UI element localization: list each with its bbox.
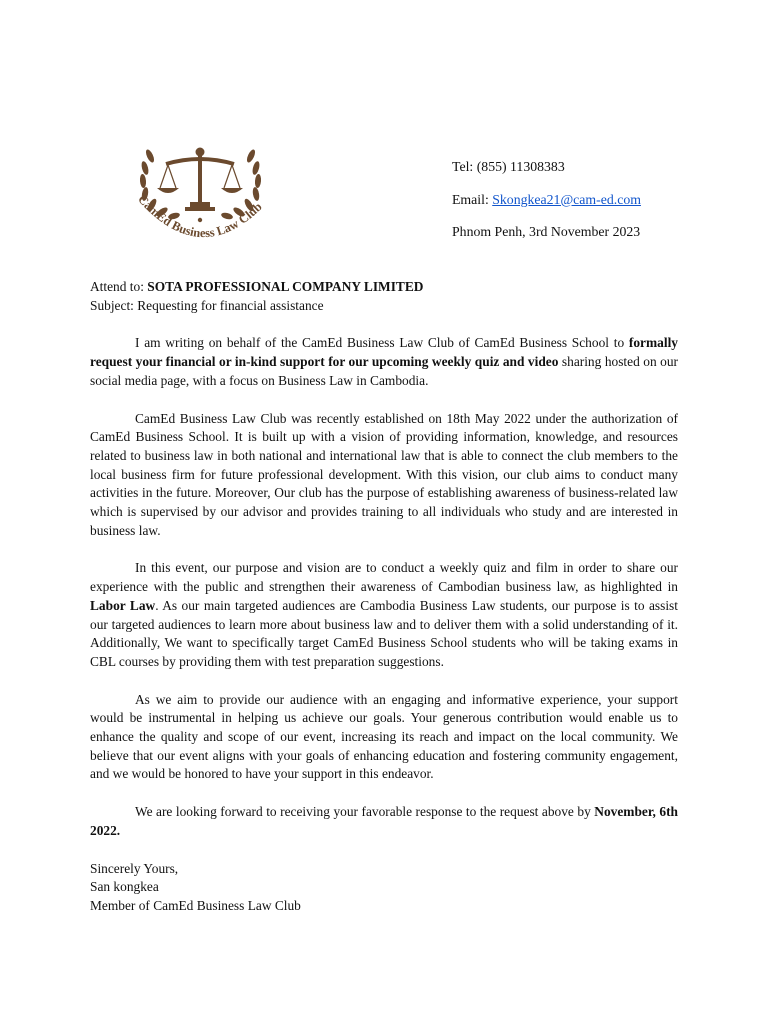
logo-text xyxy=(128,136,273,248)
attend-line xyxy=(90,278,678,297)
email-label: Email: xyxy=(452,191,493,207)
closing-block xyxy=(90,860,678,916)
letter-body xyxy=(90,278,678,916)
signer-title: Member of CamEd Business Law Club xyxy=(90,897,301,913)
paragraph-5: We are looking forward to receiving your favorable response to the request above by November, 6th 2022. xyxy=(90,804,679,838)
club-logo xyxy=(128,136,273,248)
attend-recipient: SOTA PROFESSIONAL COMPANY LIMITED xyxy=(147,279,424,294)
subject-line: Subject: Requesting for financial assistance xyxy=(90,297,324,313)
paragraph-1: I am writing on behalf of the CamEd Business Law Club of CamEd Business School to formally request your financial or in-kind support for our upcoming weekly quiz and video sharing hosted on our social media page, with a focus on Business Law in Cambodia. xyxy=(90,335,678,388)
signer-name: San kongkea xyxy=(90,879,159,895)
paragraph-4: As we aim to provide our audience with an engaging and informative experience, your support would be instrumental in helping us achieve our goals. Your generous contribution would enable us to enhance the quality and scope of our event, increasing its reach and impact on the local community. We believe that our event aligns with your goals of enhancing education and fostering community engagement, and we would be honored to have your support in this endeavor. xyxy=(90,691,678,782)
paragraph-3: In this event, our purpose and vision are to conduct a weekly quiz and film in order to share our experience with the public and strengthen their awareness of Cambodian business law, as highlighted in Labor Law. As our main targeted audiences are Cambodia Business Law students, our purpose is to assist our targeted audiences to learn more about business law and to deliver them with a solid understanding of it. Additionally, We want to specifically target CamEd Business School students who will be taking exams in CBL courses by providing them with test preparation suggestions. xyxy=(90,560,678,669)
contact-block xyxy=(452,156,641,254)
email-line xyxy=(452,189,641,222)
paragraph-2: CamEd Business Law Club was recently established on 18th May 2022 under the authorization of CamEd Business School. It is built up with a vision of providing information, knowledge, and resources related to business law in both national and international law that is able to connect the club members to the local business firm for future professional development. With this vision, our club aims to conduct many activities in the future. Moreover, Our club has the purpose of establishing awareness of business-related law which is supervised by our advisor and provides training to all individuals who study and are interested in business law. xyxy=(90,410,678,538)
email-link[interactable]: Skongkea21@cam-ed.com xyxy=(492,191,641,207)
tel-line: Tel: (855) 11308383 xyxy=(452,159,565,174)
attend-label: Attend to: xyxy=(90,279,148,294)
svg-text:CamEd Business Law Club: CamEd Business Law Club xyxy=(135,192,265,241)
salutation: Sincerely Yours, xyxy=(90,860,179,876)
place-date: Phnom Penh, 3rd November 2023 xyxy=(452,224,641,239)
